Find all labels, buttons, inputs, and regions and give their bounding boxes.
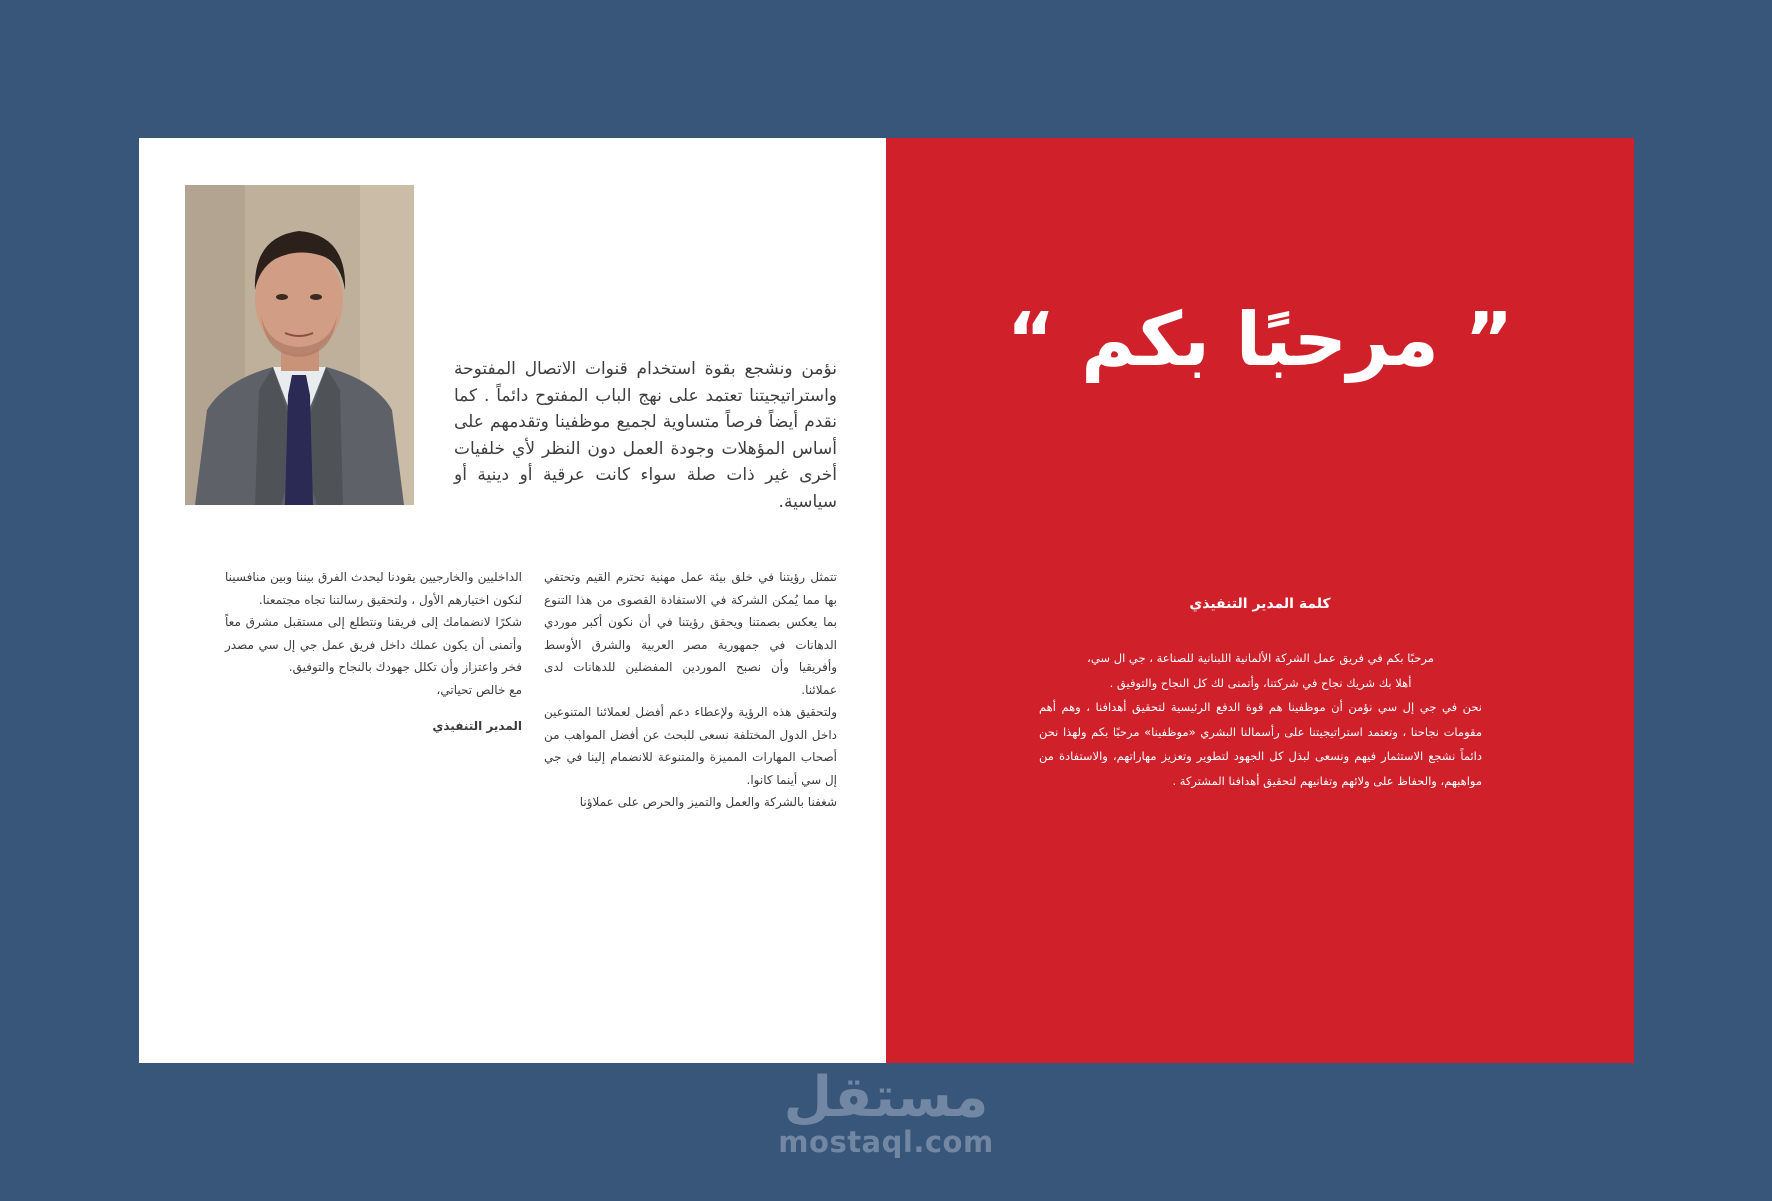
paragraph: ولتحقيق هذه الرؤية ولإعطاء دعم أفضل لعملائنا المتنوعين داخل الدول المختلفة نسعى للبحث عن أفضل المواهب من أصحاب المهارات المميزة والمتنوعة للانضمام إلينا في جي إل سي أينما كانوا.: [544, 705, 837, 787]
paragraph: مع خالص تحياتي،: [436, 682, 522, 697]
text-column-right: [544, 566, 837, 814]
paragraph: مرحبًا بكم في فريق عمل الشركة الألمانية اللبنانية للصناعة ، جي ال سي،: [1087, 651, 1434, 665]
section-title: كلمة المدير التنفيذي: [1189, 596, 1331, 612]
signature: المدير التنفيذي: [432, 719, 522, 733]
paragraph: تتمثل رؤيتنا في خلق بيئة عمل مهنية تحترم القيم وتحتفي بها مما يُمكن الشركة في الاستفادة القصوى من هذا التنوع بما يعكس بصمتنا ويحقق رؤيتنا في أن نكون أكبر موردي الدهانات في جمهورية مصر العربية والشرق الأوسط وأفريقيا وأن نصبح الموردين المفضلين للدهانات لدى عملائنا.: [544, 570, 837, 697]
paragraph: شغفنا بالشركة والعمل والتميز والحرص على عملاؤنا: [579, 795, 837, 809]
paragraph: نحن في جي إل سي نؤمن أن موظفينا هم قوة الدفع الرئيسية لتحقيق أهدافنا ، وهم أهم مقومات نجاحنا ، وتعتمد استراتيجيتنا على رأسمالنا البشري «موظفينا» مرحبًا بكم ولهذا نحن دائماً نشجع الاستثمار فيهم ونسعى لبذل كل الجهود لتطوير وتعزيز مهاراتهم، والاستفادة من مواهبهم، والحفاظ على ولائهم وتفانيهم لتحقيق أهدافنا المشتركة .: [1039, 700, 1482, 788]
executive-portrait: [185, 185, 414, 505]
watermark-latin: mostaql.com: [778, 1125, 994, 1159]
watermark-arabic: مستقل: [783, 1065, 989, 1130]
text-column-left: [225, 566, 522, 738]
paragraph: شكرًا لانضمامك إلى فريقنا ونتطلع إلى مستقبل مشرق معاً وأتمنى أن يكون عملك داخل فريق عمل جي إل سي مصدر فخر واعتزاز وأن تكلل جهودك بالنجاح والتوفيق.: [225, 615, 522, 674]
mostaql-watermark: [0, 1065, 1772, 1159]
intro-paragraph: نؤمن ونشجع بقوة استخدام قنوات الاتصال المفتوحة واستراتيجيتنا تعتمد على نهج الباب المفتوح دائماً . كما نقدم أيضاً فرصاً متساوية لجميع موظفينا وتقدمهم على أساس المؤهلات وجودة العمل دون النظر لأي خلفيات أخرى غير ذات صلة سواء كانت عرقية أو دينية أو سياسية.: [454, 359, 837, 512]
brochure-spread: [139, 138, 1634, 1063]
right-page: [886, 138, 1634, 1063]
executive-message: [1039, 646, 1482, 793]
left-page: [139, 138, 886, 1063]
paragraph: الداخليين والخارجيين يقودنا ليحدث الفرق بيننا وبين منافسينا لنكون اختيارهم الأول ، ولتحقيق رسالتنا تجاه مجتمعنا.: [225, 570, 522, 607]
paragraph: أهلا بك شريك نجاح في شركتنا، وأتمنى لك كل النجاح والتوفيق .: [1109, 675, 1412, 690]
welcome-headline: ” مرحبًا بكم “: [1006, 297, 1514, 383]
